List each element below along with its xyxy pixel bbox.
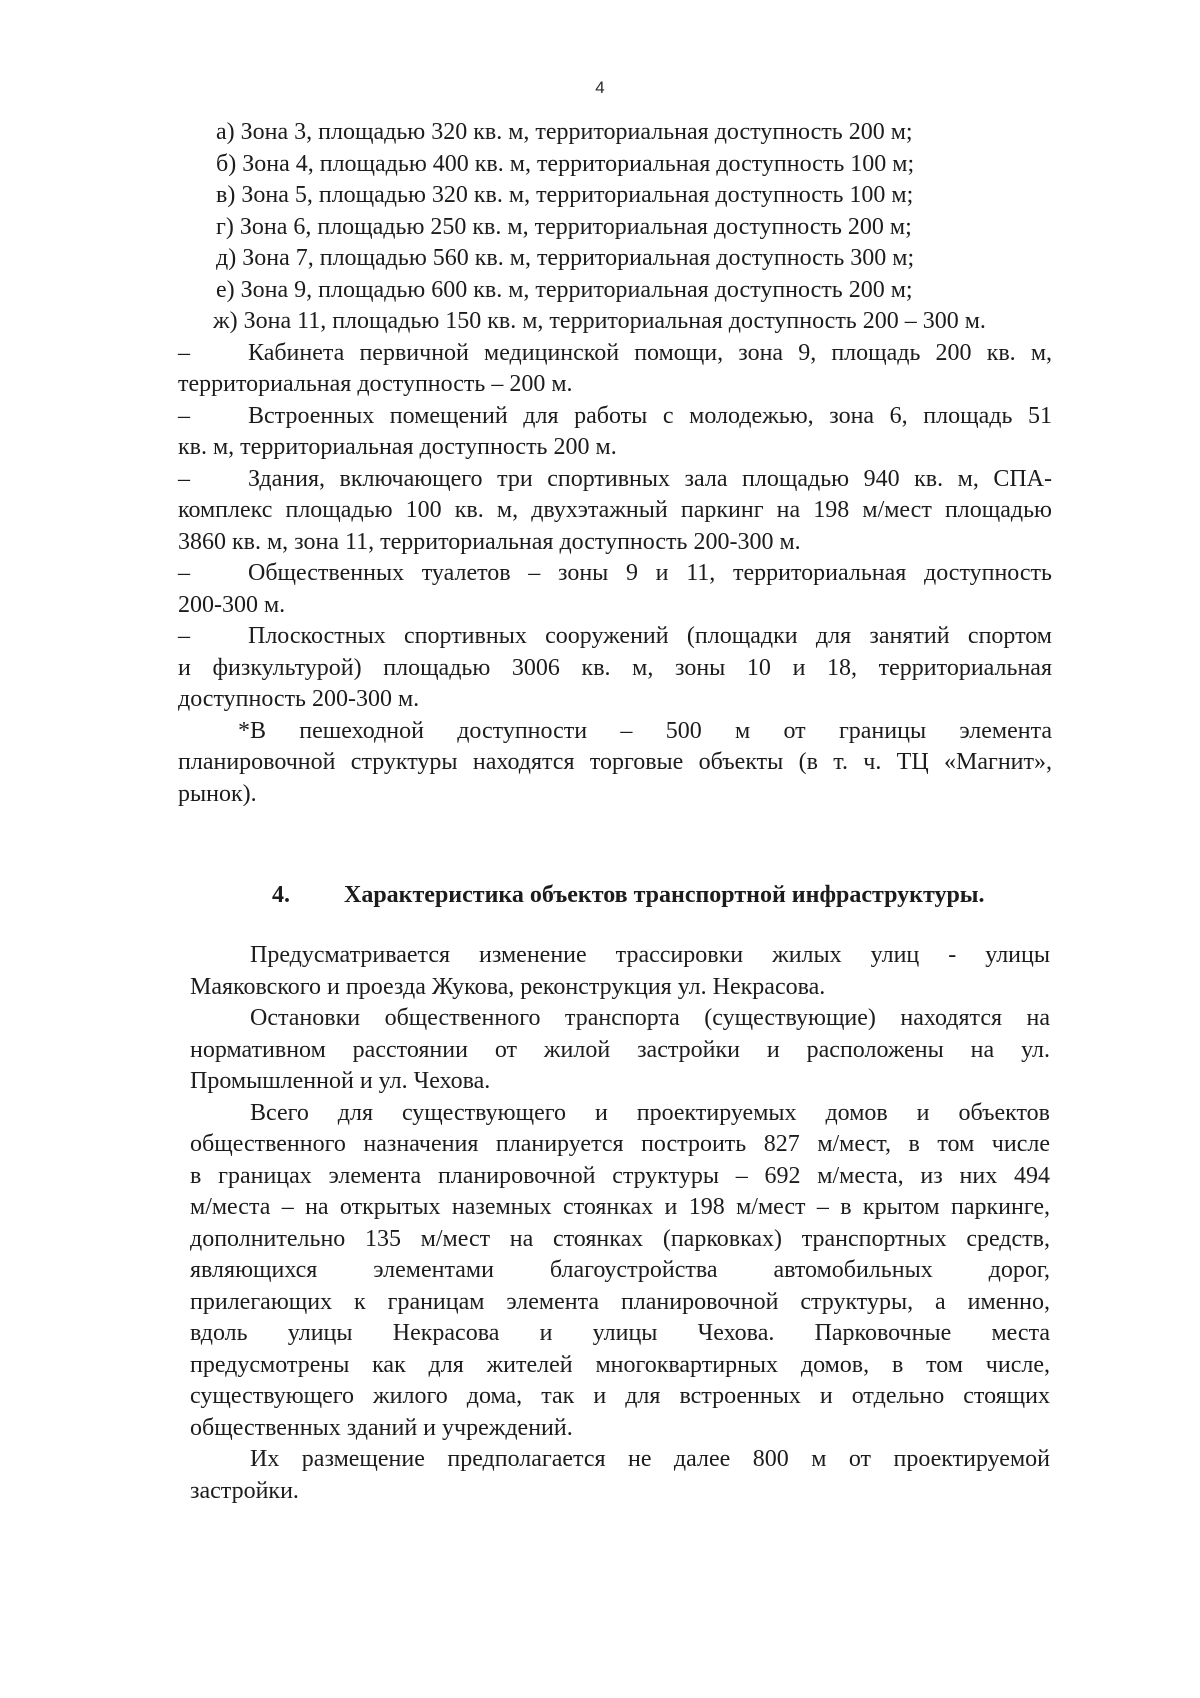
youth-line: кв. м, территориальная доступность 200 м. [178,434,617,460]
list-item: д) Зона 7, площадью 560 кв. м, территориальная доступность 300 м; [216,245,915,271]
sports-grounds-line: Плоскостных спортивных сооружений (площадки для занятий спортом [248,623,1052,649]
sports-building-line: Здания, включающего три спортивных зала площадью 940 кв. м, СПА- [248,465,1052,492]
paragraph-line: м/места – на открытых наземных стоянках и 198 м/мест – в крытом паркинге, [190,1194,1050,1220]
section-number: 4. [272,882,290,908]
sports-building-item [178,464,1052,496]
dash-marker: – [178,623,190,649]
note-line: планировочной структуры находятся торговые объекты (в т. ч. ТЦ «Магнит», [178,749,1052,775]
medical-line: Кабинета первичной медицинской помощи, зона 9, площадь 200 кв. м, [248,339,1052,366]
paragraph-line: предусмотрены как для жителей многоквартирных домов, в том числе, [190,1351,1050,1378]
paragraph-line: застройки. [190,1477,299,1504]
note-line: рынок). [178,780,257,807]
dash-marker: – [178,560,190,586]
sports-grounds-item [178,621,1052,653]
medical-line: территориальная доступность – 200 м. [178,371,573,397]
toilets-line: 200-300 м. [178,591,286,618]
paragraph-line: Маяковского и проезда Жукова, реконструкция ул. Некрасова. [190,973,826,1000]
youth-line: Встроенных помещений для работы с молодежью, зона 6, площадь 51 [248,402,1052,429]
list-item: е) Зона 9, площадью 600 кв. м, территориальная доступность 200 м; [216,276,913,303]
paragraph-line: общественных зданий и учреждений. [190,1414,573,1441]
section-heading [272,882,985,909]
page-number: 4 [595,78,605,97]
toilets-item [178,558,1052,590]
list-item: в) Зона 5, площадью 320 кв. м, территориальная доступность 100 м; [216,182,914,208]
paragraph-line: Их размещение предполагается не далее 800 м от проектируемой [250,1446,1050,1472]
paragraph-line: дополнительно 135 м/мест на стоянках (парковках) транспортных средств, [190,1225,1050,1252]
paragraph-line: в границах элемента планировочной структуры – 692 м/места, из них 494 [190,1162,1050,1189]
paragraph-line: существующего жилого дома, так и для встроенных и отдельно стоящих [190,1383,1050,1409]
dash-marker: – [178,339,190,366]
paragraph-line: общественного назначения планируется построить 827 м/мест, в том числе [190,1131,1050,1157]
youth-item [178,401,1052,433]
zone-list-section [178,117,1052,810]
paragraph-line: являющихся элементами благоустройства автомобильных дорог, [190,1257,1050,1283]
paragraph-line: Промышленной и ул. Чехова. [190,1068,491,1094]
transport-section [190,940,1050,1507]
list-item: а) Зона 3, площадью 320 кв. м, территориальная доступность 200 м; [216,119,913,145]
paragraph-line: Остановки общественного транспорта (существующие) находятся на [250,1005,1050,1031]
list-item: г) Зона 6, площадью 250 кв. м, территориальная доступность 200 м; [216,213,912,240]
paragraph-line: нормативном расстоянии от жилой застройки и расположены на ул. [190,1036,1050,1063]
list-item: б) Зона 4, площадью 400 кв. м, территориальная доступность 100 м; [216,150,915,177]
paragraph-line: прилегающих к границам элемента планировочной структуры, а именно, [190,1288,1050,1315]
dash-marker: – [178,465,190,492]
sports-grounds-line: и физкультурой) площадью 3006 кв. м, зоны 10 и 18, территориальная [178,654,1052,681]
dash-marker: – [178,402,190,429]
note-line: *В пешеходной доступности – 500 м от границы элемента [238,717,1052,744]
medical-item [178,338,1052,370]
sports-grounds-line: доступность 200-300 м. [178,686,420,712]
toilets-line: Общественных туалетов – зоны 9 и 11, территориальная доступность [248,560,1052,586]
sports-building-line: комплекс площадью 100 кв. м, двухэтажный паркинг на 198 м/мест площадью [178,497,1052,523]
paragraph-line: Предусматривается изменение трассировки жилых улиц - улицы [250,942,1050,968]
section-title: Характеристика объектов транспортной инфраструктуры. [344,882,985,908]
paragraph-line: вдоль улицы Некрасова и улицы Чехова. Парковочные места [190,1320,1050,1346]
list-item: ж) Зона 11, площадью 150 кв. м, территориальная доступность 200 – 300 м. [213,308,986,334]
paragraph-line: Всего для существующего и проектируемых домов и объектов [250,1099,1050,1126]
sports-building-line: 3860 кв. м, зона 11, территориальная доступность 200-300 м. [178,528,801,555]
